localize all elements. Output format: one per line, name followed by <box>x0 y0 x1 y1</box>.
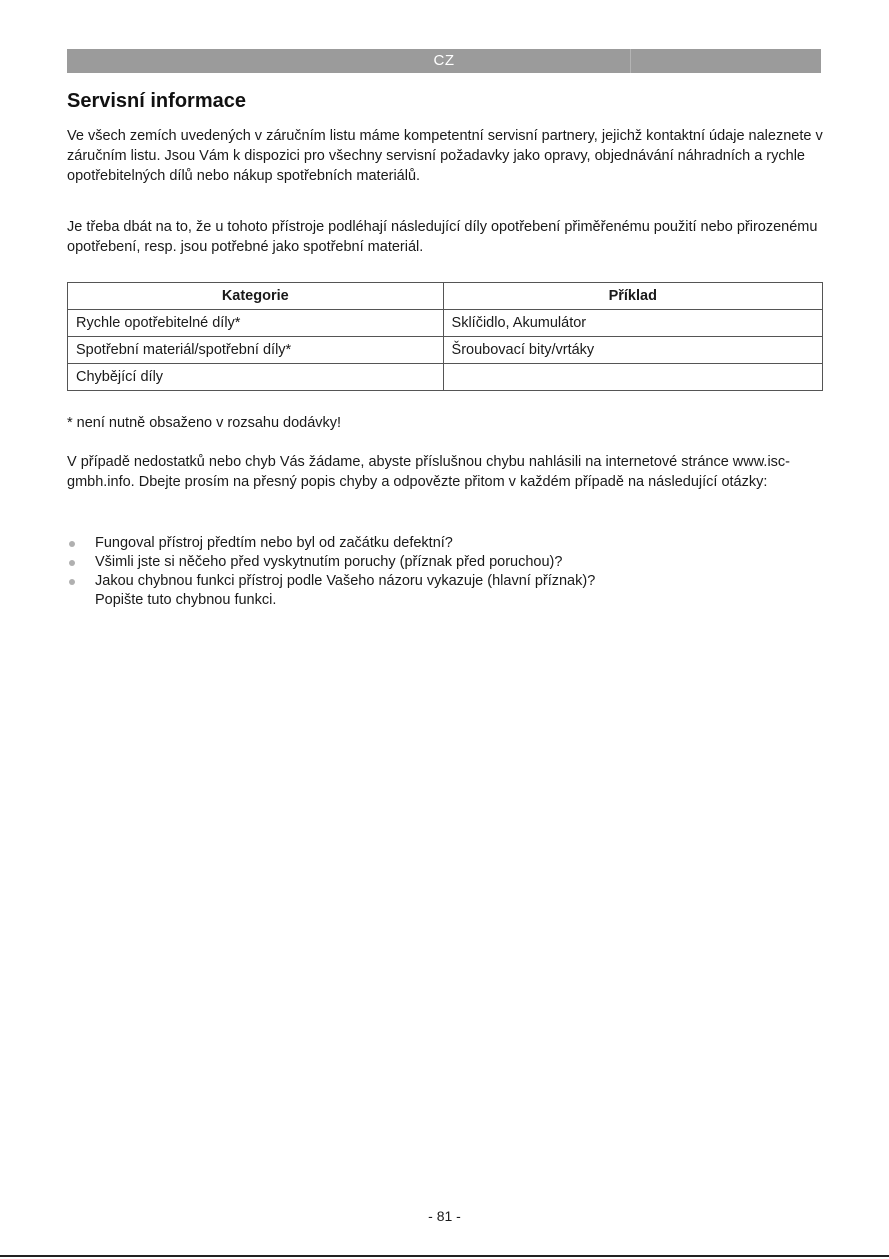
language-code: CZ <box>433 52 455 69</box>
language-header-bar <box>67 49 821 73</box>
page-title: Servisní informace <box>67 90 246 112</box>
defect-report-paragraph: V případě nedostatků nebo chyb Vás žádame, abyste příslušnou chybu nahlásili na internetové stránce www.isc-gmbh.info. Dbejte prosím na přesný popis chyby a odpovězte přitom v každém případě na následující otázky: <box>67 454 790 490</box>
table-row <box>68 364 823 391</box>
table-cell-example: Sklíčidlo, Akumulátor <box>443 310 822 337</box>
table-row <box>68 337 823 364</box>
questions-list <box>67 534 823 610</box>
table-cell-example: Šroubovací bity/vrtáky <box>443 337 822 364</box>
list-item <box>67 572 823 610</box>
table-cell-example <box>443 364 822 391</box>
table-header-row <box>68 283 823 310</box>
list-item <box>67 534 823 553</box>
table-header-category: Kategorie <box>68 283 444 310</box>
table-cell-category: Spotřební materiál/spotřební díly* <box>68 337 444 364</box>
footnote: * není nutně obsaženo v rozsahu dodávky! <box>67 415 342 431</box>
table-cell-category: Rychle opotřebitelné díly* <box>68 310 444 337</box>
bullet-icon <box>69 541 75 547</box>
parts-table <box>67 282 823 391</box>
table-header-example: Příklad <box>443 283 822 310</box>
question-text: Jakou chybnou funkci přístroj podle Vašeho názoru vykazuje (hlavní příznak)? <box>95 573 596 589</box>
question-continuation: Popište tuto chybnou funkci. <box>95 592 277 608</box>
page-number: - 81 - <box>428 1208 461 1224</box>
table-cell-category: Chybějící díly <box>68 364 444 391</box>
bullet-icon <box>69 560 75 566</box>
question-text: Fungoval přístroj předtím nebo byl od začátku defektní? <box>95 535 453 551</box>
table-row <box>68 310 823 337</box>
question-text: Všimli jste si něčeho před vyskytnutím poruchy (příznak před poruchou)? <box>95 554 563 570</box>
header-divider <box>630 49 631 73</box>
list-item <box>67 553 823 572</box>
wear-parts-paragraph: Je třeba dbát na to, že u tohoto přístroje podléhají následující díly opotřebení přiměřenému použití nebo přirozenému opotřebení, resp. jsou potřebné jako spotřební materiál. <box>67 219 818 255</box>
bullet-icon <box>69 579 75 585</box>
service-partners-paragraph: Ve všech zemích uvedených v záručním listu máme kompetentní servisní partnery, jejichž kontaktní údaje naleznete v záručním listu. Jsou Vám k dispozici pro všechny servisní požadavky jako opravy, objednávání náhradních a rychle opotřebitelných dílů nebo nákup spotřebních materiálů. <box>67 128 823 184</box>
